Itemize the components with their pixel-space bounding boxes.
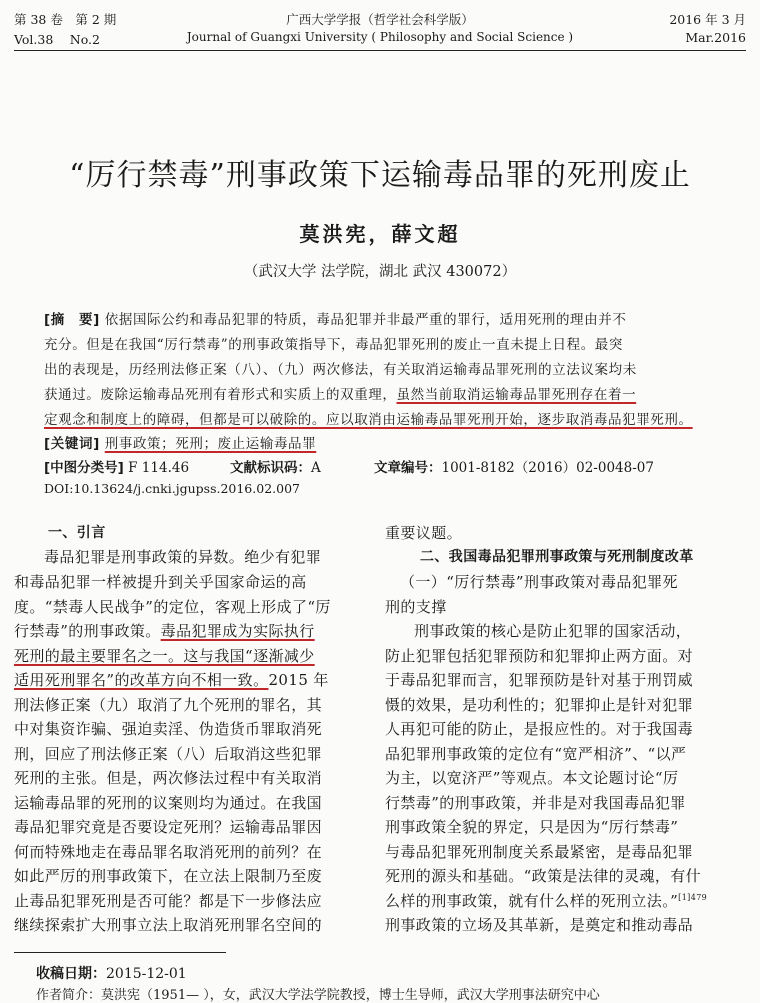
abstract-label: [摘 要]	[44, 312, 100, 328]
body-line: 行禁毒”的刑事政策，并非是对我国毒品犯罪	[385, 794, 686, 812]
body-line: 于毒品犯罪而言，犯罪预防是针对基于刑罚威	[385, 671, 694, 689]
body-line: 何而特殊地走在毒品罪名取消死刑的前列？在	[14, 843, 323, 861]
subsection-heading: （一）“厉行禁毒”刑事政策对毒品犯罪死	[400, 573, 678, 591]
body-line: 为主，以宽济严”等观点。本文论题讨论“厉	[385, 769, 679, 787]
body-line: 死刑的主张。但是，两次修法过程中有关取消	[14, 769, 323, 787]
affiliation: （武汉大学 法学院，湖北 武汉 430072）	[243, 264, 517, 280]
body-line: 品犯罪刑事政策的定位有“宽严相济”、“以严	[385, 745, 687, 763]
journal-name-cn: 广西大学学报（哲学社会科学版）	[286, 12, 474, 27]
body-line: 刑法修正案（九）取消了九个死刑的罪名，其	[14, 696, 323, 714]
body-line: 毒品犯罪是刑事政策的异数。绝少有犯罪	[44, 548, 322, 566]
footnote-rule	[14, 952, 226, 953]
body-line: 么样的刑事政策，就有什么样的死刑立法。”$^{[1]479}$	[385, 892, 708, 910]
header-rule	[14, 50, 746, 51]
section-heading: 一、引言	[48, 525, 106, 541]
body-line: 度。“禁毒人民战争”的定位，客观上形成了“厉	[14, 598, 331, 616]
keywords	[44, 432, 316, 452]
body-line: 刑，回应了刑法修正案（八）后取消这些犯罪	[14, 745, 323, 763]
highlighted-text: 适用死刑罪名”的改革方向不相一致。	[14, 671, 269, 689]
doi: DOI:10.13624/j.cnki.jgupss.2016.02.007	[44, 481, 300, 496]
body-line	[14, 645, 315, 666]
body-line: 刑的支撑	[385, 598, 447, 616]
body-line: 毒品犯罪究竟是否要设定死刑？运输毒品罪因	[14, 818, 323, 836]
body-line: 运输毒品罪的死刑的议案则均为通过。在我国	[14, 794, 323, 812]
body-line: 和毒品犯罪一样被提升到关乎国家命运的高	[14, 573, 307, 591]
article-number: 文章编号：1001-8182（2016）02-0048-07	[374, 460, 654, 476]
keywords-text: 刑事政策；死刑；废止运输毒品罪	[104, 436, 317, 452]
authors: 莫洪宪，薛文超	[299, 222, 461, 246]
issue-date-cn: 2016 年 3 月	[669, 12, 746, 27]
body-line: 止毒品犯罪死刑是否可能？都是下一步修法应	[14, 892, 323, 910]
abstract-line: [摘 要] 依据国际公约和毒品犯罪的特质，毒品犯罪并非最严重的罪行，适用死刑的理由并不	[44, 312, 627, 328]
body-line: 与毒品犯罪死刑制度关系最紧密，是毒品犯罪	[385, 843, 694, 861]
body-line: 人再犯可能的防止，是报应性的。对于我国毒	[385, 720, 694, 738]
highlighted-text: 死刑的最主要罪名之一。这与我国“逐渐减少	[14, 647, 315, 665]
volume-issue-en: Vol.38 No.2	[14, 32, 100, 47]
journal-name-en: Journal of Guangxi University ( Philosophy and Social Science )	[186, 30, 574, 44]
body-line: 中对集资诈骗、强迫卖淫、伪造货币罪取消死	[14, 720, 323, 738]
received-date: 收稿日期：2015-12-01	[36, 966, 187, 982]
body-line: 如此严厉的刑事政策下，在立法上限制乃至废	[14, 867, 323, 885]
document-code: 文献标识码：A	[230, 460, 321, 476]
body-line: 行禁毒”的刑事政策。毒品犯罪成为实际执行	[14, 622, 315, 640]
body-line: 重要议题。	[385, 524, 463, 542]
classification-line: [中图分类号] F 114.46	[44, 460, 190, 476]
abstract-line: 获通过。废除运输毒品死刑有着形式和实质上的双重理，虽然当前取消运输毒品罪死刑存在着一	[44, 387, 637, 403]
body-line: 刑事政策的立场及其革新，是奠定和推动毒品	[385, 916, 694, 934]
body-line: 死刑的源头和基础。“政策是法律的灵魂，有什	[385, 867, 702, 885]
highlighted-text: 毒品犯罪成为实际执行	[160, 622, 315, 640]
citation: [1]479	[678, 893, 708, 902]
keywords-label: [关键词]	[44, 436, 100, 452]
highlighted-text: 虽然当前取消运输毒品罪死刑存在着一	[396, 387, 637, 403]
body-line: 刑事政策全貌的界定，只是因为“厉行禁毒”	[385, 818, 679, 836]
body-line: 防止犯罪包括犯罪预防和犯罪抑止两方面。对	[385, 647, 694, 665]
abstract-line: 出的表现是，历经刑法修正案（八）、（九）两次修法，有关取消运输毒品罪死刑的立法议案均未	[44, 362, 637, 378]
paper-title: “厉行禁毒”刑事政策下运输毒品罪的死刑废止	[69, 158, 691, 193]
volume-issue-cn: 第 38 卷 第 2 期	[14, 12, 117, 27]
abstract-line	[44, 408, 693, 428]
section-heading: 二、我国毒品犯罪刑事政策与死刑制度改革	[420, 549, 694, 565]
abstract-line: 充分。但是在我国“厉行禁毒”的刑事政策指导下，毒品犯罪死刑的废止一直未提上日程。最突	[44, 337, 624, 353]
body-line: 慑的效果，是功利性的；犯罪抑止是针对犯罪	[385, 696, 694, 714]
issue-date-en: Mar.2016	[685, 30, 746, 45]
body-line: 适用死刑罪名”的改革方向不相一致。2015 年	[14, 671, 329, 689]
author-intro: 作者简介：莫洪宪（1951— ），女，武汉大学法学院教授，博士生导师，武汉大学刑事法研究中心	[36, 988, 600, 1003]
highlighted-text: 定观念和制度上的障碍，但都是可以破除的。应以取消由运输毒品罪死刑开始，逐步取消毒品犯罪死刑。	[44, 412, 693, 428]
body-line: 继续探索扩大刑事立法上取消死刑罪名空间的	[14, 916, 323, 934]
body-line: 刑事政策的核心是防止犯罪的国家活动，	[414, 622, 692, 640]
